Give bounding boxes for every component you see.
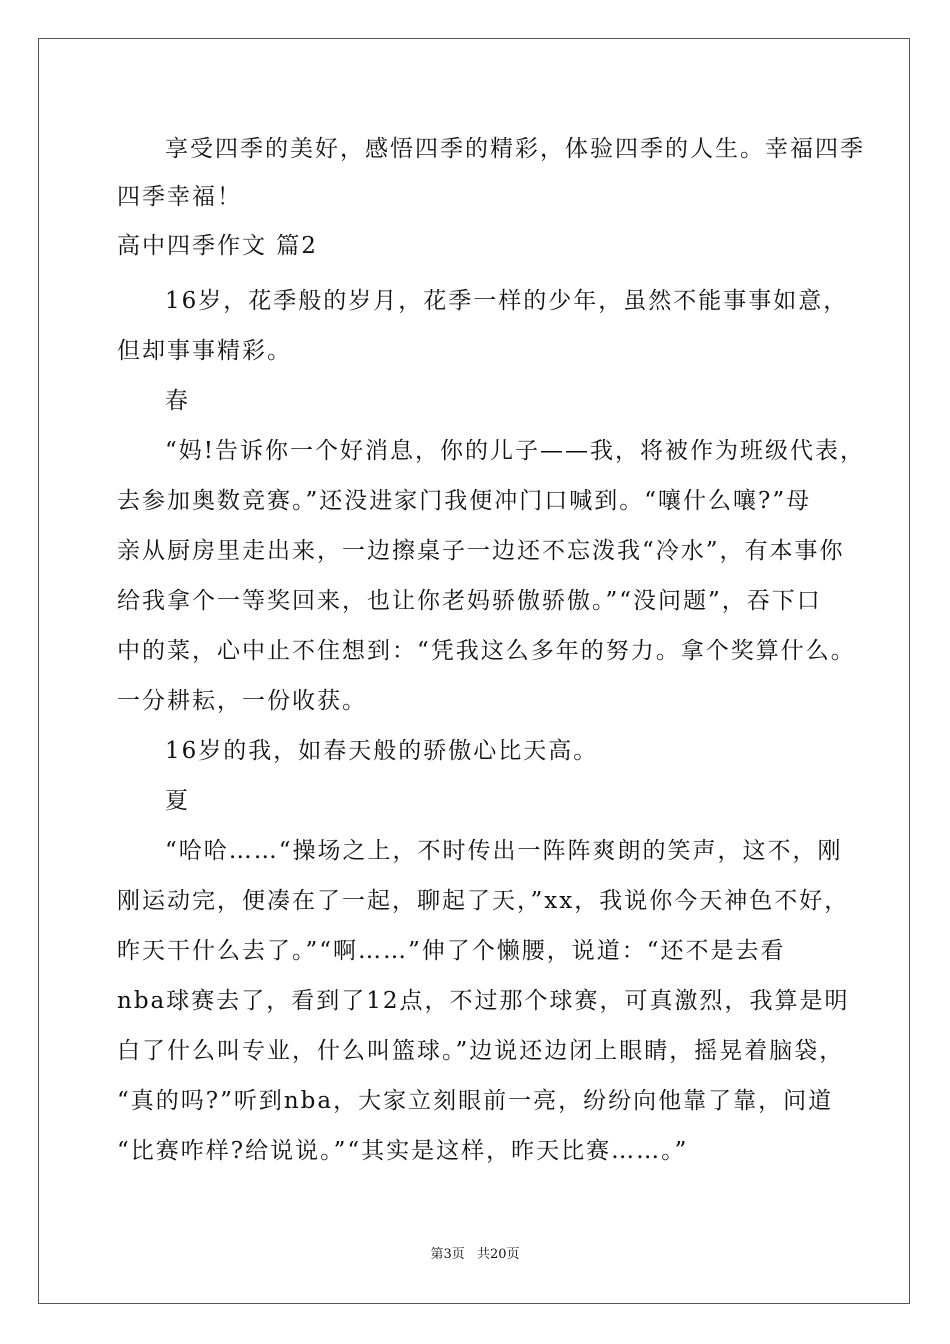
paragraph-line: 但却事事精彩。 [117, 338, 292, 364]
paragraph-line: 白了什么叫专业，什么叫篮球。”边说还边闭上眼睛，摇晃着脑袋， [117, 1038, 845, 1064]
paragraph-line: 四季幸福！ [117, 184, 242, 210]
paragraph-line: 享受四季的美好，感悟四季的精彩，体验四季的人生。幸福四季 [165, 136, 865, 162]
paragraph-line: 16岁的我，如春天般的骄傲心比天高。 [165, 738, 599, 764]
paragraph-line: 昨天干什么去了。”“啊……”伸了个懒腰，说道：“还不是去看 [117, 938, 786, 964]
section-heading: 高中四季作文 篇2 [117, 233, 318, 259]
paragraph-line: 中的菜，心中止不住想到：“凭我这么多年的努力。拿个奖算什么。 [117, 638, 856, 664]
subheading-spring: 春 [165, 388, 190, 414]
paragraph-line: “真的吗?”听到nba，大家立刻眼前一亮，纷纷向他靠了靠，问道 [117, 1088, 834, 1114]
paragraph-line: 去参加奥数竞赛。”还没进家门我便冲门口喊到。“嚷什么嚷?”母 [117, 488, 812, 514]
paragraph-line: “比赛咋样?给说说。”“其实是这样，昨天比赛……。” [117, 1138, 689, 1164]
page-footer [0, 1246, 950, 1264]
page-number-total: 共20页 [476, 1247, 520, 1262]
paragraph-line: 给我拿个一等奖回来，也让你老妈骄傲骄傲。”“没问题”，吞下口 [117, 588, 822, 614]
paragraph-line: nba球赛去了，看到了12点，不过那个球赛，可真激烈，我算是明 [117, 988, 850, 1014]
paragraph-line: 一分耕耘，一份收获。 [117, 688, 367, 714]
page-number-current: 第3页 [430, 1247, 465, 1262]
paragraph-line: 亲从厨房里走出来，一边擦桌子一边还不忘泼我“冷水”，有本事你 [117, 538, 845, 564]
subheading-summer: 夏 [165, 788, 190, 814]
paragraph-line: “妈!告诉你一个好消息，你的儿子——我，将被作为班级代表， [165, 438, 866, 464]
paragraph-line: 16岁，花季般的岁月，花季一样的少年，虽然不能事事如意， [165, 288, 849, 314]
paragraph-line: 刚运动完，便凑在了一起，聊起了天，”xx，我说你今天神色不好， [117, 888, 850, 914]
paragraph-line: “哈哈……“操场之上，不时传出一阵阵爽朗的笑声，这不，刚 [165, 838, 843, 864]
